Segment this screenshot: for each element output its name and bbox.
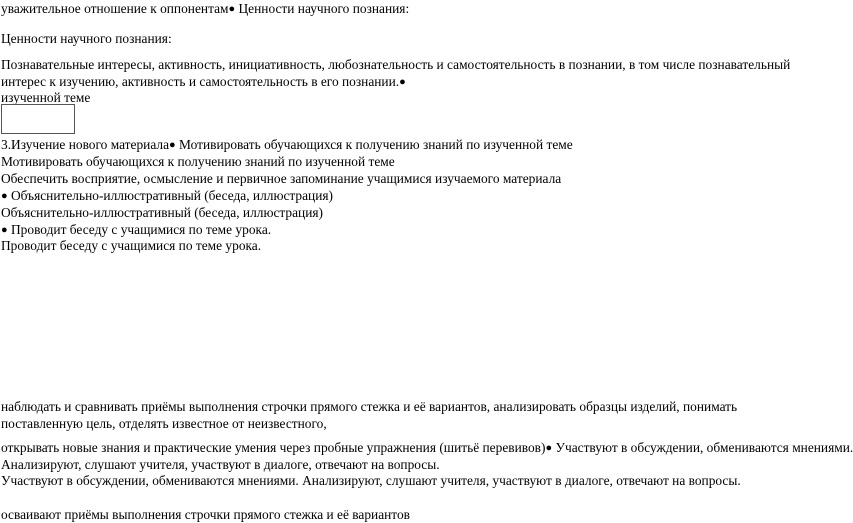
method-bullet-line	[1, 187, 333, 205]
bullet-icon: ●	[1, 190, 8, 202]
discover-line	[1, 439, 853, 457]
bullet-icon: ●	[399, 76, 406, 88]
bullet-icon: ●	[1, 224, 8, 236]
method-bullet-text: Объяснительно-иллюстративный (беседа, иллюстрация)	[7, 188, 334, 203]
master-line: осваивают приёмы выполнения строчки прямого стежка и её вариантов	[1, 507, 411, 522]
values-paragraph	[1, 56, 813, 91]
conduct-line: Проводит беседу с учащимися по теме урока.	[1, 238, 262, 253]
values-heading: Ценности научного познания:	[1, 31, 172, 46]
ensure-line: Обеспечить восприятие, осмысление и первичное запоминание учащимися изучаемого материала	[1, 171, 562, 186]
empty-cell-box	[1, 104, 75, 134]
method-line: Объяснительно-иллюстративный (беседа, иллюстрация)	[1, 205, 323, 220]
observe-paragraph: наблюдать и сравнивать приёмы выполнения строчки прямого стежка и её вариантов, анализировать образцы изделий, понимать поставленную цель, отделять известное от неизвестного,	[1, 399, 738, 431]
values-paragraph-text: Познавательные интересы, активность, инициативность, любознательность и самостоятельность в познании, в том числе познавательный интерес к изучению, активность и самостоятельность в его познании.	[1, 57, 791, 89]
participate-line: Участвуют в обсуждении, обмениваются мнениями. Анализируют, слушают учителя, участвуют в диалоге, отвечают на вопросы.	[1, 473, 741, 488]
bullet-icon: ●	[169, 139, 176, 151]
respect-values-line	[1, 0, 409, 18]
conduct-bullet-text: Проводит беседу с учащимися по теме урока.	[7, 222, 272, 237]
respect-text: уважительное отношение к оппонентам	[1, 1, 229, 16]
motivate-line: Мотивировать обучающихся к получению знаний по изученной теме	[1, 154, 395, 169]
discuss-text: Участвуют в обсуждении, обмениваются мнениями.	[552, 440, 853, 455]
bullet-icon: ●	[228, 3, 236, 15]
discover-text: открывать новые знания и практические умения через пробные упражнения (шитьё перевивов)	[1, 440, 546, 455]
stage-title: 3.Изучение нового материала	[1, 137, 170, 152]
stage-goal-text: Мотивировать обучающихся к получению знаний по изученной теме	[175, 137, 573, 152]
bullet-icon: ●	[545, 442, 553, 454]
analyze-line: Анализируют, слушают учителя, участвуют в диалоге, отвечают на вопросы.	[1, 457, 440, 472]
values-inline-text: Ценности научного познания:	[235, 1, 410, 16]
topic-line: изученной теме	[1, 90, 91, 105]
stage-line	[1, 136, 573, 154]
